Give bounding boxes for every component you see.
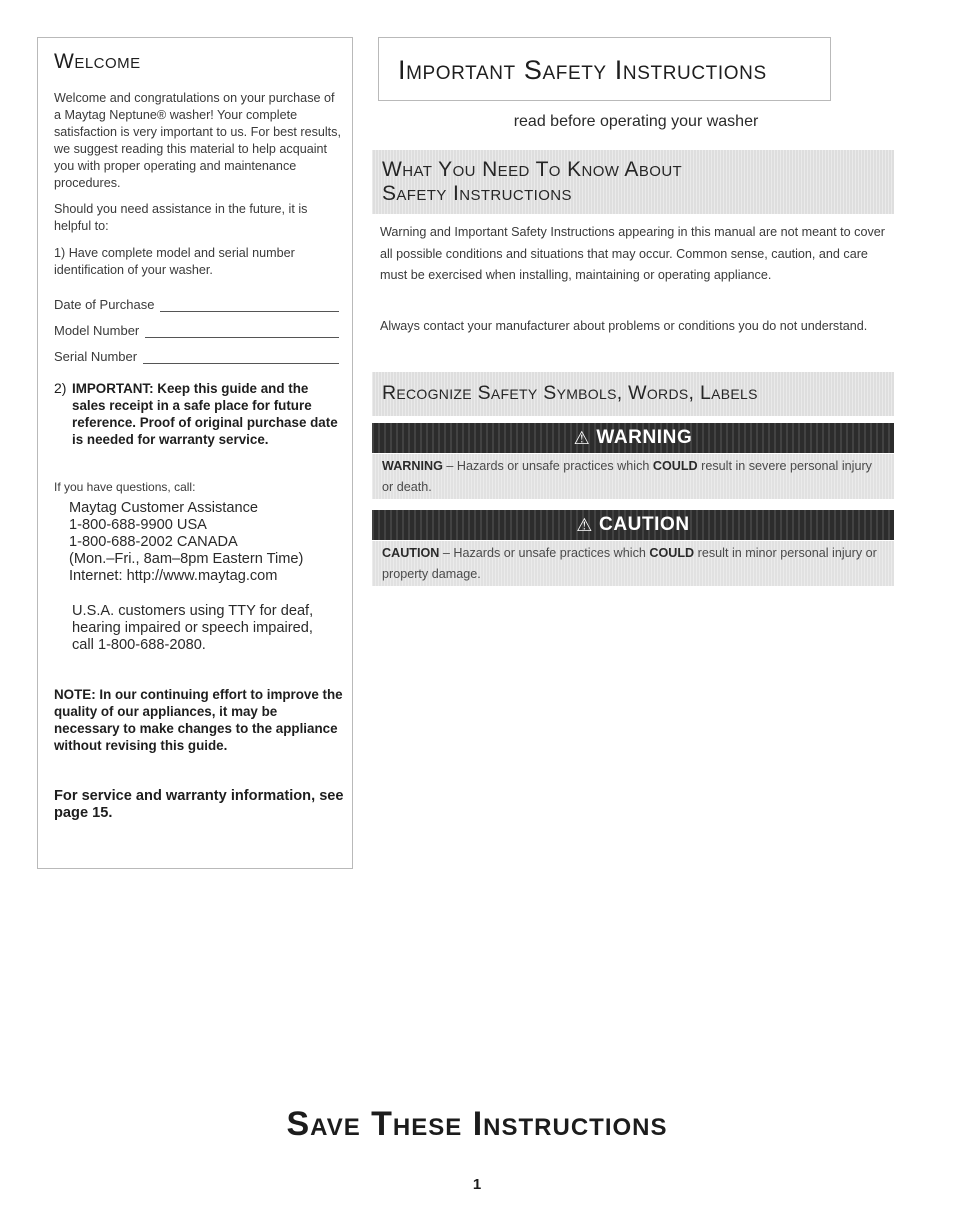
page-title: Important Safety Instructions bbox=[398, 55, 767, 85]
list-item-1-text: Have complete model and serial number identification of your washer. bbox=[54, 246, 295, 277]
warning-definition bbox=[372, 454, 894, 499]
warning-label: WARNING bbox=[596, 427, 693, 448]
list-item-2-text: IMPORTANT: Keep this guide and the sales receipt in a safe place for future reference. Proof of original purchase date is needed for warranty service. bbox=[72, 381, 338, 447]
model-number-row bbox=[54, 320, 339, 338]
date-of-purchase-label: Date of Purchase bbox=[54, 297, 155, 312]
page-subtitle: read before operating your washer bbox=[513, 113, 759, 130]
intro-paragraph: Warning and Important Safety Instructions appearing in this manual are not meant to cover all possible conditions and situations that may occur. Common sense, caution, and care must be exercised when installing, maintaining or operating appliance. bbox=[380, 225, 885, 282]
contact-line: 1-800-688-2002 CANADA bbox=[69, 534, 238, 550]
caution-emphasis: COULD bbox=[649, 546, 695, 560]
warning-label-bar bbox=[372, 423, 894, 453]
welcome-paragraph: Welcome and congratulations on your purchase of a Maytag Neptune® washer! Your complete satisfaction is very important to us. For best results, we suggest reading this material to help acquaint you with proper operating and maintenance procedures. bbox=[54, 91, 341, 190]
caution-text-before: – Hazards or unsafe practices which bbox=[442, 546, 646, 560]
caution-label: CAUTION bbox=[599, 514, 690, 535]
recognize-heading: Recognize Safety Symbols, Words, Labels bbox=[382, 382, 758, 404]
need-to-know-heading bbox=[382, 158, 682, 206]
date-of-purchase-field[interactable] bbox=[160, 297, 339, 312]
page-number: 1 bbox=[472, 1176, 482, 1193]
welcome-title: Welcome bbox=[54, 50, 141, 73]
warning-triangle-icon: ⚠ bbox=[573, 427, 591, 448]
contact-line: 1-800-688-9900 USA bbox=[69, 517, 207, 533]
contact-line: Internet: http://www.maytag.com bbox=[69, 568, 278, 584]
warning-text-after: result in severe personal injury or death. bbox=[382, 459, 872, 494]
warning-emphasis: COULD bbox=[652, 459, 698, 473]
caution-triangle-icon: ⚠ bbox=[576, 514, 593, 535]
caution-text-after: result in minor personal injury or property damage. bbox=[382, 546, 877, 581]
list-item-1-number: 1) bbox=[54, 246, 66, 260]
always-paragraph: Always contact your manufacturer about problems or conditions you do not understand. bbox=[380, 319, 868, 333]
need-to-know-heading-line2: Safety Instructions bbox=[382, 182, 572, 205]
list-item-2 bbox=[54, 380, 344, 448]
model-number-label: Model Number bbox=[54, 323, 140, 338]
need-to-know-heading-line1: What You Need To Know About bbox=[382, 158, 683, 181]
save-instructions-heading: Save These Instructions bbox=[286, 1105, 668, 1143]
serial-number-row bbox=[54, 346, 339, 364]
caution-label-bar bbox=[372, 510, 894, 540]
tty-paragraph: U.S.A. customers using TTY for deaf, hearing impaired or speech impaired, call 1-800-688-2080. bbox=[72, 603, 314, 653]
contact-line: (Mon.–Fri., 8am–8pm Eastern Time) bbox=[69, 551, 304, 567]
caution-definition bbox=[372, 541, 894, 586]
list-item-1 bbox=[54, 245, 344, 279]
need-to-know-banner bbox=[372, 150, 894, 214]
serial-number-field[interactable] bbox=[143, 349, 339, 364]
list-item-2-number: 2) bbox=[54, 380, 67, 396]
recognize-banner bbox=[372, 372, 894, 416]
date-of-purchase-row bbox=[54, 294, 339, 312]
warning-word: WARNING bbox=[382, 459, 443, 473]
contact-line: Maytag Customer Assistance bbox=[69, 500, 258, 516]
serial-number-label: Serial Number bbox=[54, 349, 138, 364]
questions-label: If you have questions, call: bbox=[54, 480, 196, 494]
caution-word: CAUTION bbox=[382, 546, 440, 560]
assistance-paragraph: Should you need assistance in the future, it is helpful to: bbox=[54, 202, 308, 233]
warning-text-before: – Hazards or unsafe practices which bbox=[446, 459, 650, 473]
service-paragraph: For service and warranty information, see page 15. bbox=[54, 788, 344, 821]
note-paragraph: NOTE: In our continuing effort to improve the quality of our appliances, it may be necessary to make changes to the appliance without revising this guide. bbox=[54, 687, 343, 753]
model-number-field[interactable] bbox=[145, 323, 339, 338]
contact-info bbox=[69, 500, 349, 585]
